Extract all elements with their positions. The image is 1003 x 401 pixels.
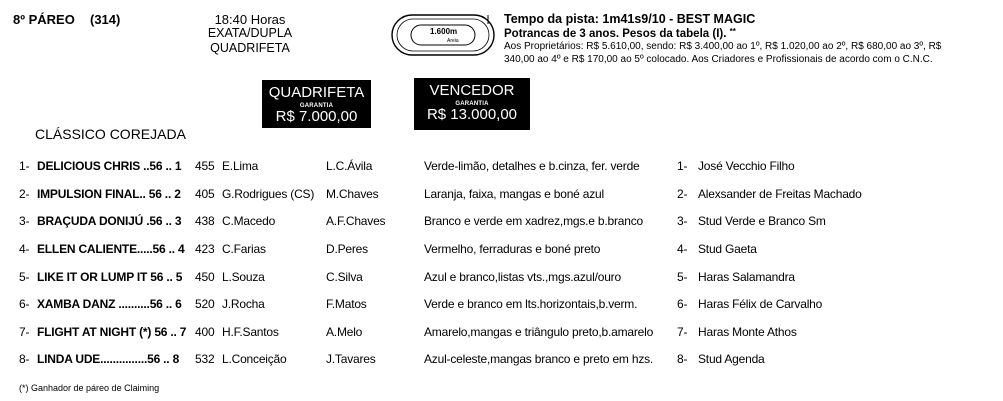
horse-weight: 520: [195, 297, 215, 311]
horse-name: LIKE IT OR LUMP IT 56 .. 5: [37, 270, 183, 284]
trainer: M.Chaves: [326, 187, 379, 201]
owner-number: 5-: [677, 270, 688, 284]
trainer: F.Matos: [326, 297, 367, 311]
quadrifeta-guarantee-box: [262, 80, 371, 128]
race-name: CLÁSSICO COREJADA: [35, 126, 186, 142]
box-value: R$ 7.000,00: [275, 108, 358, 125]
entry-number: 1-: [19, 159, 30, 173]
bet-type-1: EXATA/DUPLA: [207, 26, 293, 40]
horse-weight: 455: [195, 159, 215, 173]
owner: Stud Gaeta: [698, 242, 757, 256]
table-row: [0, 297, 1003, 317]
table-row: [0, 187, 1003, 207]
jockey: G.Rodrigues (CS): [222, 187, 315, 201]
horse-name: ELLEN CALIENTE.....56 .. 4: [37, 242, 185, 256]
horse-weight: 532: [195, 352, 215, 366]
trainer: C.Silva: [326, 270, 363, 284]
conditions-mark: **: [729, 27, 736, 36]
vencedor-guarantee-box: [414, 78, 530, 130]
race-title: 8º PÁREO: [13, 12, 75, 27]
table-row: [0, 159, 1003, 179]
bet-type-2: QUADRIFETA: [210, 41, 290, 55]
trainer: D.Peres: [326, 242, 368, 256]
owner-number: 2-: [677, 187, 688, 201]
entry-number: 2-: [19, 187, 30, 201]
table-row: [0, 214, 1003, 234]
trainer: A.F.Chaves: [326, 214, 386, 228]
race-number: (314): [90, 12, 121, 27]
silks-colors: Amarelo,mangas e triângulo preto,b.amarelo: [424, 325, 654, 339]
race-time: 18:40 Horas: [214, 12, 286, 27]
prizes-line-2: 340,00 ao 4º e R$ 170,00 ao 5º colocado. Aos Criadores e Profissionais de acordo com o C.N.C.: [504, 54, 933, 65]
silks-colors: Verde e branco em lts.horizontais,b.verm.: [424, 297, 638, 311]
owner: Haras Monte Athos: [698, 325, 797, 339]
owner: Haras Salamandra: [698, 270, 795, 284]
silks-colors: Azul-celeste,mangas branco e preto em hzs.: [424, 352, 654, 366]
trainer: A.Melo: [326, 325, 363, 339]
horse-name: XAMBA DANZ ..........56 .. 6: [37, 297, 182, 311]
table-row: [0, 270, 1003, 290]
silks-colors: Branco e verde em xadrez,mgs.e b.branco: [424, 214, 643, 228]
owner: Stud Agenda: [698, 352, 765, 366]
conditions-text: Potrancas de 3 anos. Pesos da tabela (I).: [504, 28, 727, 40]
owner: Haras Félix de Carvalho: [698, 297, 823, 311]
owner-number: 4-: [677, 242, 688, 256]
horse-weight: 438: [195, 214, 215, 228]
entry-number: 4-: [19, 242, 30, 256]
horse-name: DELICIOUS CHRIS ..56 .. 1: [37, 159, 182, 173]
jockey: J.Rocha: [222, 297, 265, 311]
owner: Stud Verde e Branco Sm: [698, 214, 826, 228]
silks-colors: Azul e branco,listas vts.,mgs.azul/ouro: [424, 270, 621, 284]
jockey: E.Lima: [222, 159, 259, 173]
owner-number: 1-: [677, 159, 688, 173]
box-title: QUADRIFETA: [268, 84, 365, 101]
horse-weight: 405: [195, 187, 215, 201]
owner: José Vecchio Filho: [698, 159, 795, 173]
owner: Alexsander de Freitas Machado: [698, 187, 862, 201]
silks-colors: Verde-limão, detalhes e b.cinza, fer. verde: [424, 159, 640, 173]
owner-number: 3-: [677, 214, 688, 228]
owner-number: 7-: [677, 325, 688, 339]
trainer: L.C.Ávila: [326, 159, 373, 173]
jockey: L.Souza: [222, 270, 265, 284]
owner-number: 6-: [677, 297, 688, 311]
entry-number: 5-: [19, 270, 30, 284]
entry-number: 8-: [19, 352, 30, 366]
horse-weight: 400: [195, 325, 215, 339]
track-record: Tempo da pista: 1m41s9/10 - BEST MAGIC: [504, 12, 756, 26]
horse-name: BRAÇUDA DONIJÚ .56 .. 3: [37, 214, 182, 228]
table-row: [0, 325, 1003, 345]
jockey: C.Farias: [222, 242, 266, 256]
horse-name: FLIGHT AT NIGHT (*) 56 .. 7: [37, 325, 187, 339]
owner-number: 8-: [677, 352, 688, 366]
horse-weight: 450: [195, 270, 215, 284]
entry-number: 7-: [19, 325, 30, 339]
track-distance: 1.600m: [430, 27, 458, 36]
trainer: J.Tavares: [326, 352, 376, 366]
prizes-line-1: Aos Proprietários: R$ 5.610,00, sendo: R$ 3.400,00 ao 1º, R$ 1.020,00 ao 2º, R$ 680,00 ao 3º, R$: [504, 41, 942, 52]
box-subtitle: GARANTIA: [299, 103, 334, 109]
table-row: [0, 352, 1003, 372]
box-value: R$ 13.000,00: [426, 106, 518, 123]
horse-name: IMPULSION FINAL.. 56 .. 2: [37, 187, 181, 201]
horse-weight: 423: [195, 242, 215, 256]
race-conditions: [504, 27, 736, 40]
jockey: H.F.Santos: [222, 325, 279, 339]
box-subtitle: GARANTIA: [455, 101, 489, 107]
horse-name: LINDA UDE...............56 .. 8: [37, 352, 180, 366]
footnote: (*) Ganhador de páreo de Claiming: [19, 383, 160, 393]
table-row: [0, 242, 1003, 262]
entry-number: 3-: [19, 214, 30, 228]
silks-colors: Laranja, faixa, mangas e boné azul: [424, 187, 604, 201]
silks-colors: Vermelho, ferraduras e boné preto: [424, 242, 601, 256]
jockey: L.Conceição: [222, 352, 287, 366]
entry-number: 6-: [19, 297, 30, 311]
box-title: VENCEDOR: [429, 82, 515, 99]
jockey: C.Macedo: [222, 214, 276, 228]
track-surface: Areia: [447, 38, 459, 44]
